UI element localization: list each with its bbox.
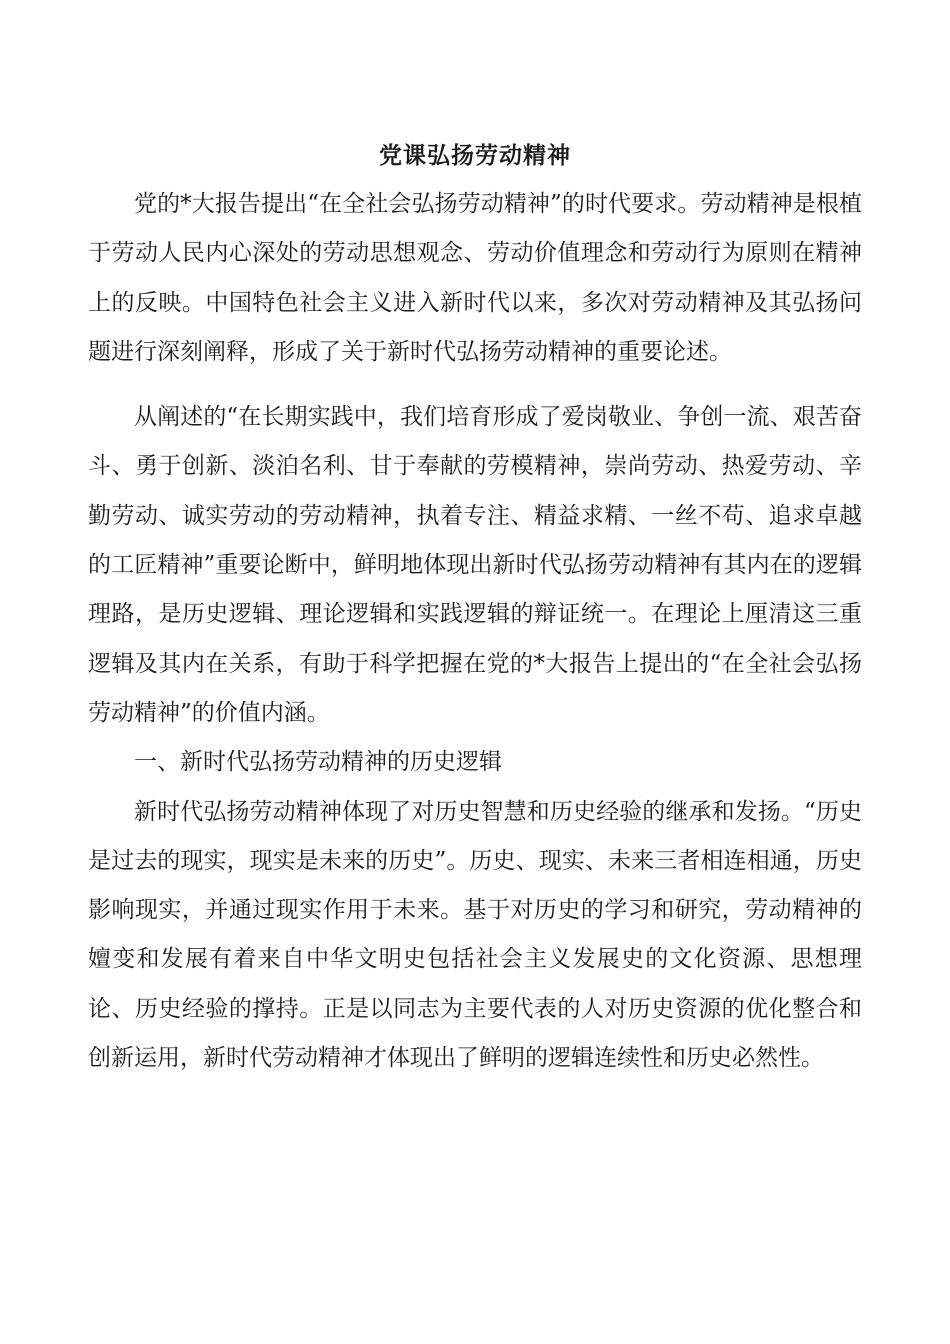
paragraph-spacer bbox=[88, 377, 862, 393]
history-paragraph: 新时代弘扬劳动精神体现了对历史智慧和历史经验的继承和发扬。“历史是过去的现实，现实是未来的历史”。历史、现实、未来三者相连相通，历史影响现实，并通过现实作用于未来。基于对历史的学习和研究，劳动精神的嬗变和发展有着来自中华文明史包括社会主义发展史的文化资源、思想理论、历史经验的撑持。正是以同志为主要代表的人对历史资源的优化整合和创新运用，新时代劳动精神才体现出了鲜明的逻辑连续性和历史必然性。 bbox=[88, 798, 862, 1072]
document-title: 党课弘扬劳动精神 bbox=[379, 142, 571, 169]
section-heading: 一、新时代弘扬劳动精神的历史逻辑 bbox=[134, 749, 502, 776]
quote-paragraph: 从阐述的“在长期实践中，我们培育形成了爱岗敬业、争创一流、艰苦奋斗、勇于创新、淡泊名利、甘于奉献的劳模精神，崇尚劳动、热爱劳动、辛勤劳动、诚实劳动的劳动精神，执着专注、精益求精、一丝不苟、追求卓越的工匠精神”重要论断中，鲜明地体现出新时代弘扬劳动精神有其内在的逻辑理路，是历史逻辑、理论逻辑和实践逻辑的辩证统一。在理论上厘清这三重逻辑及其内在关系，有助于科学把握在党的*大报告上提出的“在全社会弘扬劳动精神”的价值内涵。 bbox=[88, 404, 862, 726]
document-page bbox=[88, 136, 862, 1083]
intro-paragraph: 党的*大报告提出“在全社会弘扬劳动精神”的时代要求。劳动精神是根植于劳动人民内心深处的劳动思想观念、劳动价值理念和劳动行为原则在精神上的反映。中国特色社会主义进入新时代以来，多次对劳动精神及其弘扬问题进行深刻阐释，形成了关于新时代弘扬劳动精神的重要论述。 bbox=[88, 191, 862, 365]
